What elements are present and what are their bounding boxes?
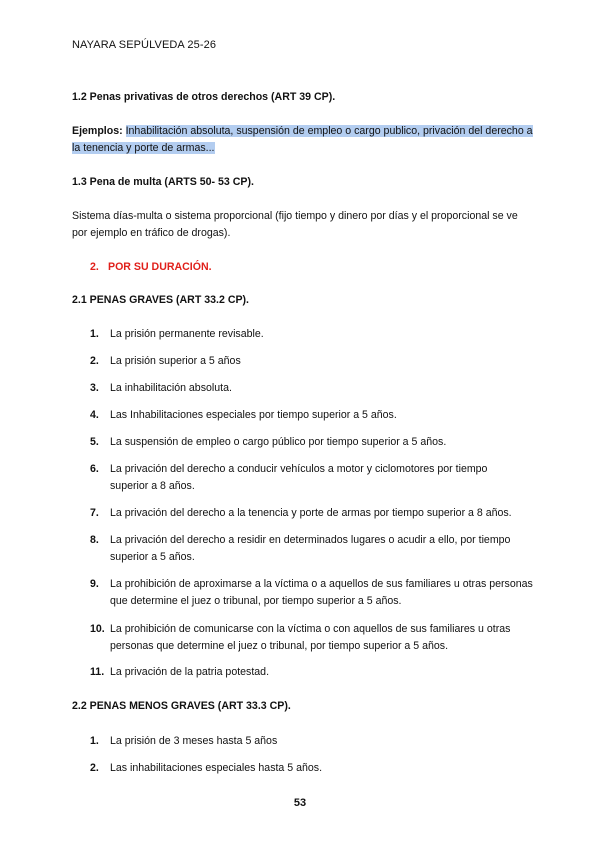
list-item	[90, 760, 540, 777]
list-item	[90, 434, 540, 451]
list-item-text: La prisión de 3 meses hasta 5 años	[110, 735, 278, 747]
heading-2-2: 2.2 PENAS MENOS GRAVES (ART 33.3 CP).	[72, 700, 291, 712]
section-2-title: POR SU DURACIÓN.	[108, 261, 212, 273]
list-item-text-line2: personas que determine el juez o tribunal, por tiempo superior a 5 años.	[110, 640, 449, 652]
list-item-text: Las Inhabilitaciones especiales por tiempo superior a 5 años.	[110, 409, 397, 421]
list-item-text-line1: La prohibición de aproximarse a la víctima o a aquellos de sus familiares u otras personas	[110, 578, 533, 590]
ejemplos-label: Ejemplos:	[72, 125, 123, 137]
sistema-paragraph	[72, 208, 542, 242]
list-item-number: 3.	[90, 382, 99, 394]
list-item-text-line2: que determine el juez o tribunal, por tiempo superior a 5 años.	[110, 595, 402, 607]
heading-1-3: 1.3 Pena de multa (ARTS 50- 53 CP).	[72, 176, 254, 188]
list-item-number: 4.	[90, 409, 99, 421]
list-item-number: 2.	[90, 762, 99, 774]
list-item	[90, 532, 540, 566]
list-item-number: 7.	[90, 507, 99, 519]
sistema-line2: por ejemplo en tráfico de drogas).	[72, 227, 231, 239]
list-item-number: 8.	[90, 534, 99, 546]
list-item	[90, 664, 540, 681]
list-item-text: La privación de la patria potestad.	[110, 666, 270, 678]
list-item-number: 10.	[90, 623, 105, 635]
list-item-number: 2.	[90, 355, 99, 367]
list-item-number: 5.	[90, 436, 99, 448]
list-item	[90, 461, 540, 495]
list-item	[90, 407, 540, 424]
ejemplos-text-line1: Inhabilitación absoluta, suspensión de empleo o cargo publico, privación del derecho a	[125, 125, 533, 137]
list-item	[90, 326, 540, 343]
ejemplos-paragraph	[72, 123, 542, 157]
section-2-heading	[90, 259, 560, 276]
list-item-text: La suspensión de empleo o cargo público por tiempo superior a 5 años.	[110, 436, 447, 448]
list-item-text-line1: La prohibición de comunicarse con la víctima o con aquellos de sus familiares u otras	[110, 623, 511, 635]
sistema-line1: Sistema días-multa o sistema proporcional (fijo tiempo y dinero por días y el proporcional se ve	[72, 210, 518, 222]
list-item-text: La privación del derecho a la tenencia y porte de armas por tiempo superior a 8 años.	[110, 507, 512, 519]
list-item-text-line1: La privación del derecho a conducir vehículos a motor y ciclomotores por tiempo	[110, 463, 488, 475]
list-item-text: La inhabilitación absoluta.	[110, 382, 232, 394]
list-item-number: 9.	[90, 578, 99, 590]
heading-1-2: 1.2 Penas privativas de otros derechos (ART 39 CP).	[72, 91, 336, 103]
list-item-number: 11.	[90, 666, 105, 678]
list-item	[90, 380, 540, 397]
list-item	[90, 621, 540, 655]
ejemplos-text-line2: la tenencia y porte de armas...	[72, 142, 215, 154]
list-item	[90, 505, 540, 522]
list-item-text: La prisión superior a 5 años	[110, 355, 241, 367]
heading-2-1: 2.1 PENAS GRAVES (ART 33.2 CP).	[72, 294, 249, 306]
section-2-number: 2.	[90, 261, 99, 273]
list-item-text: Las inhabilitaciones especiales hasta 5 años.	[110, 762, 323, 774]
list-item-text-line2: superior a 5 años.	[110, 551, 195, 563]
list-item	[90, 576, 540, 610]
list-item-number: 1.	[90, 328, 99, 340]
list-item-number: 1.	[90, 735, 99, 747]
list-item	[90, 733, 540, 750]
list-item-text-line2: superior a 8 años.	[110, 480, 195, 492]
list-item-text-line1: La privación del derecho a residir en determinados lugares o acudir a ello, por tiempo	[110, 534, 511, 546]
list-item-text: La prisión permanente revisable.	[110, 328, 264, 340]
list-item	[90, 353, 540, 370]
page-header: NAYARA SEPÚLVEDA 25-26	[72, 39, 217, 51]
list-item-number: 6.	[90, 463, 99, 475]
page-number: 53	[293, 797, 307, 809]
